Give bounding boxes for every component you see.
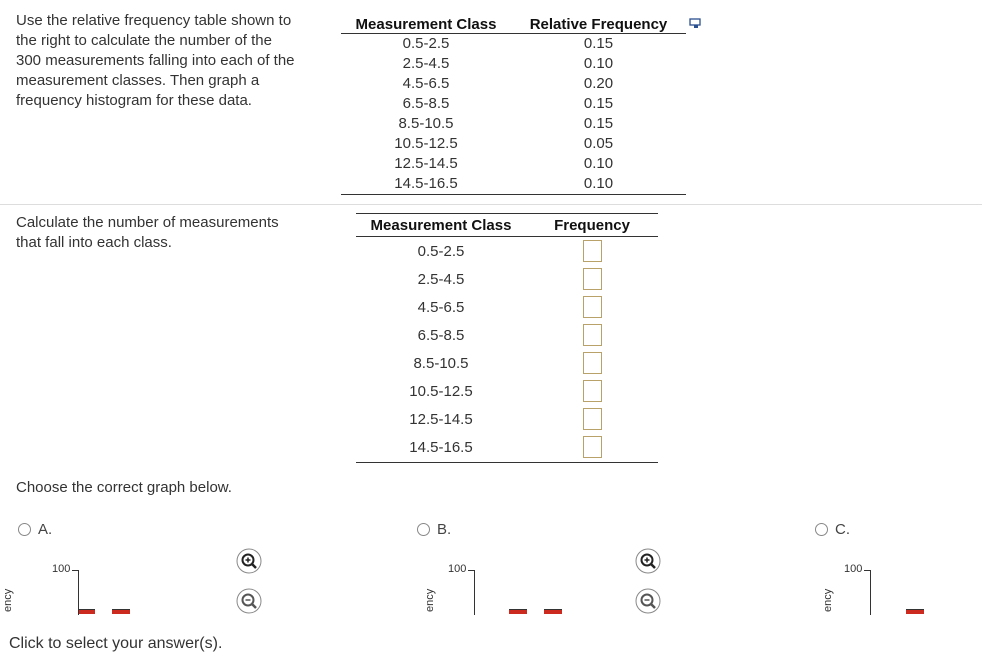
rf-cell: 0.15 <box>583 35 614 52</box>
instructions-line: measurement classes. Then graph a <box>16 72 260 89</box>
frequency-answer-box[interactable] <box>583 268 602 290</box>
header-measurement-class: Measurement Class <box>355 16 497 33</box>
frequency-answer-box[interactable] <box>583 352 602 374</box>
class-cell: 10.5-12.5 <box>394 135 458 152</box>
class-cell: 14.5-16.5 <box>409 438 473 456</box>
table-row <box>356 321 658 349</box>
table-row <box>356 433 658 461</box>
header-measurement-class: Measurement Class <box>370 216 512 234</box>
rf-cell: 0.10 <box>583 55 614 72</box>
class-cell: 12.5-14.5 <box>394 155 458 172</box>
rf-cell: 0.15 <box>583 95 614 112</box>
class-cell: 0.5-2.5 <box>417 242 465 260</box>
radio-button[interactable] <box>417 523 430 536</box>
radio-button[interactable] <box>815 523 828 536</box>
class-cell: 8.5-10.5 <box>398 115 454 132</box>
y-axis-label: ency <box>2 588 14 612</box>
table-row <box>341 74 686 94</box>
histogram-bar <box>79 609 95 614</box>
zoom-out-icon[interactable] <box>236 588 262 614</box>
frequency-answer-box[interactable] <box>583 240 602 262</box>
class-cell: 0.5-2.5 <box>402 35 450 52</box>
option-c[interactable] <box>815 521 850 538</box>
radio-button[interactable] <box>18 523 31 536</box>
class-cell: 2.5-4.5 <box>402 55 450 72</box>
table-row <box>356 237 658 265</box>
option-letter: B. <box>437 521 452 538</box>
table-row <box>356 349 658 377</box>
table-row <box>356 293 658 321</box>
rf-cell: 0.15 <box>583 115 614 132</box>
frequency-answer-box[interactable] <box>583 324 602 346</box>
instructions-line: 300 measurements falling into each of the <box>16 52 295 69</box>
option-b[interactable] <box>417 521 451 538</box>
table-row <box>341 174 686 194</box>
instructions-line: the right to calculate the number of the <box>16 32 272 49</box>
histogram-bar <box>112 609 130 614</box>
rf-cell: 0.05 <box>583 135 614 152</box>
frequency-answer-box[interactable] <box>583 296 602 318</box>
y-axis <box>474 570 475 615</box>
frequency-answer-box[interactable] <box>583 436 602 458</box>
frequency-input-table <box>356 213 658 463</box>
table-row <box>341 34 686 54</box>
rf-cell: 0.20 <box>583 75 614 92</box>
option-letter: A. <box>38 521 53 538</box>
zoom-out-icon[interactable] <box>635 588 661 614</box>
class-cell: 8.5-10.5 <box>413 354 469 372</box>
table-bottom-rule <box>341 194 686 195</box>
histogram-bar <box>906 609 924 614</box>
y-axis <box>870 570 871 615</box>
header-relative-frequency: Relative Frequency <box>529 16 668 33</box>
y-axis-label: ency <box>822 588 834 612</box>
instructions-line: Use the relative frequency table shown to <box>16 12 292 29</box>
class-cell: 6.5-8.5 <box>402 95 450 112</box>
table-row <box>341 134 686 154</box>
table-row <box>341 114 686 134</box>
y-tick-label: 100 <box>844 563 863 575</box>
option-a[interactable] <box>18 521 52 538</box>
table-header <box>341 13 686 34</box>
table-row <box>341 54 686 74</box>
footer-hint: Click to select your answer(s). <box>9 635 223 652</box>
table-row <box>356 265 658 293</box>
class-cell: 6.5-8.5 <box>417 326 465 344</box>
y-tick-label: 100 <box>448 563 467 575</box>
table-row <box>341 154 686 174</box>
class-cell: 4.5-6.5 <box>402 75 450 92</box>
frequency-answer-box[interactable] <box>583 380 602 402</box>
section-divider <box>0 204 982 205</box>
histogram-bar <box>544 609 562 614</box>
choose-prompt: Choose the correct graph below. <box>16 479 232 496</box>
class-cell: 4.5-6.5 <box>417 298 465 316</box>
step-instruction-line: that fall into each class. <box>16 234 172 251</box>
table-row <box>356 377 658 405</box>
class-cell: 14.5-16.5 <box>394 175 458 192</box>
class-cell: 12.5-14.5 <box>409 410 473 428</box>
copy-icon[interactable] <box>689 17 703 29</box>
class-cell: 10.5-12.5 <box>409 382 473 400</box>
table-row <box>356 405 658 433</box>
rf-cell: 0.10 <box>583 155 614 172</box>
frequency-answer-box[interactable] <box>583 408 602 430</box>
zoom-in-icon[interactable] <box>236 548 262 574</box>
instructions <box>16 11 336 111</box>
option-letter: C. <box>835 521 850 538</box>
y-axis-label: ency <box>424 588 436 612</box>
instructions-line: frequency histogram for these data. <box>16 92 252 109</box>
y-tick-label: 100 <box>52 563 71 575</box>
step-instruction <box>16 213 336 253</box>
rf-cell: 0.10 <box>583 175 614 192</box>
header-frequency: Frequency <box>554 216 630 234</box>
table-row <box>341 94 686 114</box>
table-header <box>356 213 658 237</box>
table-bottom-rule <box>356 462 658 463</box>
relative-frequency-table <box>341 13 686 195</box>
zoom-in-icon[interactable] <box>635 548 661 574</box>
class-cell: 2.5-4.5 <box>417 270 465 288</box>
step-instruction-line: Calculate the number of measurements <box>16 214 279 231</box>
histogram-bar <box>509 609 527 614</box>
